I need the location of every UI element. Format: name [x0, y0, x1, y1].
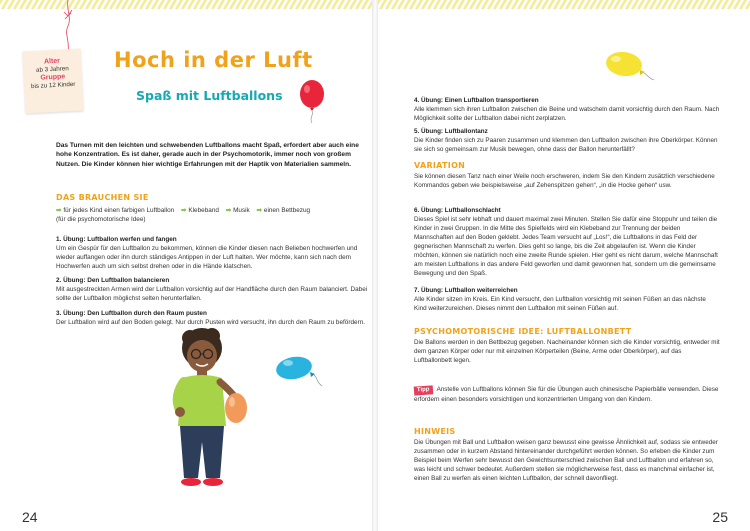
group-label: Gruppe: [40, 73, 66, 82]
right-page: [378, 0, 750, 531]
material-item: ➡ Musik: [225, 207, 250, 214]
arrow-right-icon: ➡: [181, 207, 187, 214]
left-page: [0, 0, 372, 531]
arrow-right-icon: ➡: [56, 207, 62, 214]
exercise-title: 5. Übung: Luftballontanz: [414, 128, 488, 135]
exercise-title: 7. Übung: Luftballon weiterreichen: [414, 287, 518, 294]
page-number-right: 25: [712, 509, 728, 525]
exercise-text: Der Luftballon wird auf den Boden gelegt. Nur durch Pusten wird versucht, ihn durch den Raum zu befördern.: [56, 319, 366, 327]
page-title: Hoch in der Luft: [114, 48, 313, 72]
psycho-heading: PSYCHOMOTORISCHE IDEE: LUFTBALLONBETT: [414, 327, 632, 336]
material-item: ➡ Klebeband: [181, 207, 219, 214]
variation-text: Sie können diesen Tanz nach einer Weile noch erschweren, indem Sie den Kindern zusätzlich verschiedene Kommandos geben wie beispielsweise „auf Zehenspitzen gehen“, „in die Hocke gehen“ usw.: [414, 173, 715, 189]
group-value: bis zu 12 Kinder: [30, 80, 76, 91]
exercise-title: 2. Übung: Den Luftballon balancieren: [56, 277, 170, 284]
materials-note: (für die psychomotorische Idee): [56, 216, 146, 223]
material-item: ➡ einen Bettbezug: [256, 207, 311, 214]
page-number-left: 24: [22, 509, 38, 525]
variation-heading: VARIATION: [414, 161, 466, 170]
exercise-title: 3. Übung: Den Luftballon durch den Raum pusten: [56, 310, 207, 317]
blue-balloon-icon: [272, 350, 328, 390]
exercise-title: 1. Übung: Luftballon werfen und fangen: [56, 236, 177, 243]
tip-text: Anstelle von Luftballons können Sie für die Übungen auch chinesische Papierbälle verwenden. Diese erfordern einen besonders vorsichtigen und konzentrierten Umgang von den Kindern.: [414, 386, 719, 403]
exercise-text: Die Kinder finden sich zu Paaren zusammen und klemmen den Luftballon zwischen ihre Oberkörper. Können sie sich so gemeinsam zur Musik bewegen, ohne dass der Ballon herunterfällt?: [414, 137, 718, 153]
hinweis-text: Die Übungen mit Ball und Luftballon weisen ganz bewusst eine gewisse Ähnlichkeit auf, sodass sie entweder zusammen oder in kurzem Abstand hintereinander durchgeführt werden können. So erleben die Kinder zum Beispiel beim Werfen sehr bewusst den Gewichtsunterschied zwischen Ball und Luftballon und erfahren so, was leicht und schwer bedeutet. Außerdem stellen sie möglicherweise fest, dass es manchmal einfacher ist, einen Ball zu werfen als einen leichten Luftballon, der schnell davonfliegt.: [414, 439, 718, 482]
materials-heading: DAS BRAUCHEN SIE: [56, 193, 149, 202]
arrow-right-icon: ➡: [225, 207, 232, 214]
exercise-2: [56, 276, 368, 303]
tip-box: [414, 385, 720, 404]
yellow-balloon-icon: [598, 48, 658, 84]
exercise-1: [56, 235, 368, 271]
exercise-5: [414, 127, 720, 154]
age-value: ab 3 Jahren: [35, 65, 69, 74]
exercise-title: 6. Übung: Luftballonschlacht: [414, 207, 501, 214]
arrow-right-icon: ➡: [256, 207, 262, 214]
exercise-text: Dieses Spiel ist sehr lebhaft und dauert maximal zwei Minuten. Stellen Sie dafür eine Stoppuhr und teilen die Kinder in zwei Gruppen. In die Mitte des Spielfelds wird ein Klebeband zur Trennung der beiden Mannschaften auf den Boden geklebt. Jedes Team versucht auf „Los!“, die Luftballons in das Feld der gegnerischen Mannschaft zu werfen. Dies geht so lange, bis die Zeit abgelaufen ist. Wenn die Kinder möchten, können sie natürlich noch eine zweite Runde spielen. Hier geht es nicht darum, welche Mannschaft am meisten Luftballons in das andere Feld geworfen und damit gewonnen hat, sondern um die gemeinsame Bewegung und den Spaß.: [414, 216, 718, 277]
tip-badge: Tipp: [414, 385, 433, 395]
page-subtitle: Spaß mit Luftballons: [136, 88, 283, 103]
exercise-7: [414, 286, 720, 313]
exercise-title: 4. Übung: Einen Luftballon transportieren: [414, 97, 539, 104]
age-group-tag: [22, 49, 83, 114]
psycho-text: Die Ballons werden in den Bettbezug gegeben. Nacheinander können sich die Kinder vorsichtig, entweder mit dem ganzen Körper oder nur mit einzelnen Körperteilen (Beine, Arme oder Oberkörper), auf das Luftballonbett legen.: [414, 339, 720, 364]
red-balloon-icon: [296, 78, 330, 124]
child-with-balloon-illustration: [150, 318, 260, 498]
hinweis-heading: HINWEIS: [414, 427, 456, 436]
exercise-text: Um ein Gespür für den Luftballon zu bekommen, können die Kinder diesen nach Belieben hochwerfen und wieder auffangen oder ihn durch ständiges Antippen in der Luft halten. Wer möchte, kann sich nach dem Hochwerfen auch um sich selbst drehen oder in die Hände klatschen.: [56, 245, 358, 271]
age-label: Alter: [43, 57, 61, 66]
exercise-text: Alle Kinder sitzen im Kreis. Ein Kind versucht, den Luftballon vorsichtig mit seinen Füßen an das nächste Kind weiterzureichen. Dieses nimmt den Luftballon mit seinen Füßen auf.: [414, 296, 706, 312]
intro-text: Das Turnen mit den leichten und schwebenden Luftballons macht Spaß, erfordert aber auch eine hohe Konzentration. Es ist daher, gerade auch in der Psychomotorik, immer noch von großem Nutzen. Die Kinder können hier wichtige Erfahrungen mit der Haptik von Materialien sammeln.: [56, 142, 359, 168]
exercise-6: [414, 206, 720, 278]
material-item: ➡ für jedes Kind einen farbigen Luftballon: [56, 207, 175, 214]
exercise-text: Alle klemmen sich ihren Luftballon zwischen die Beine und watscheln damit vorsichtig durch den Raum. Nach Möglichkeit sollte der Luftballon dabei nicht zerplatzen.: [414, 106, 720, 122]
exercise-4: [414, 96, 720, 123]
materials-list: [56, 206, 366, 224]
exercise-text: Mit ausgestreckten Armen wird der Luftballon vorsichtig auf der Handfläche durch den Raum balanciert. Dabei sollte der Luftballon möglichst selten herunterfallen.: [56, 286, 368, 303]
